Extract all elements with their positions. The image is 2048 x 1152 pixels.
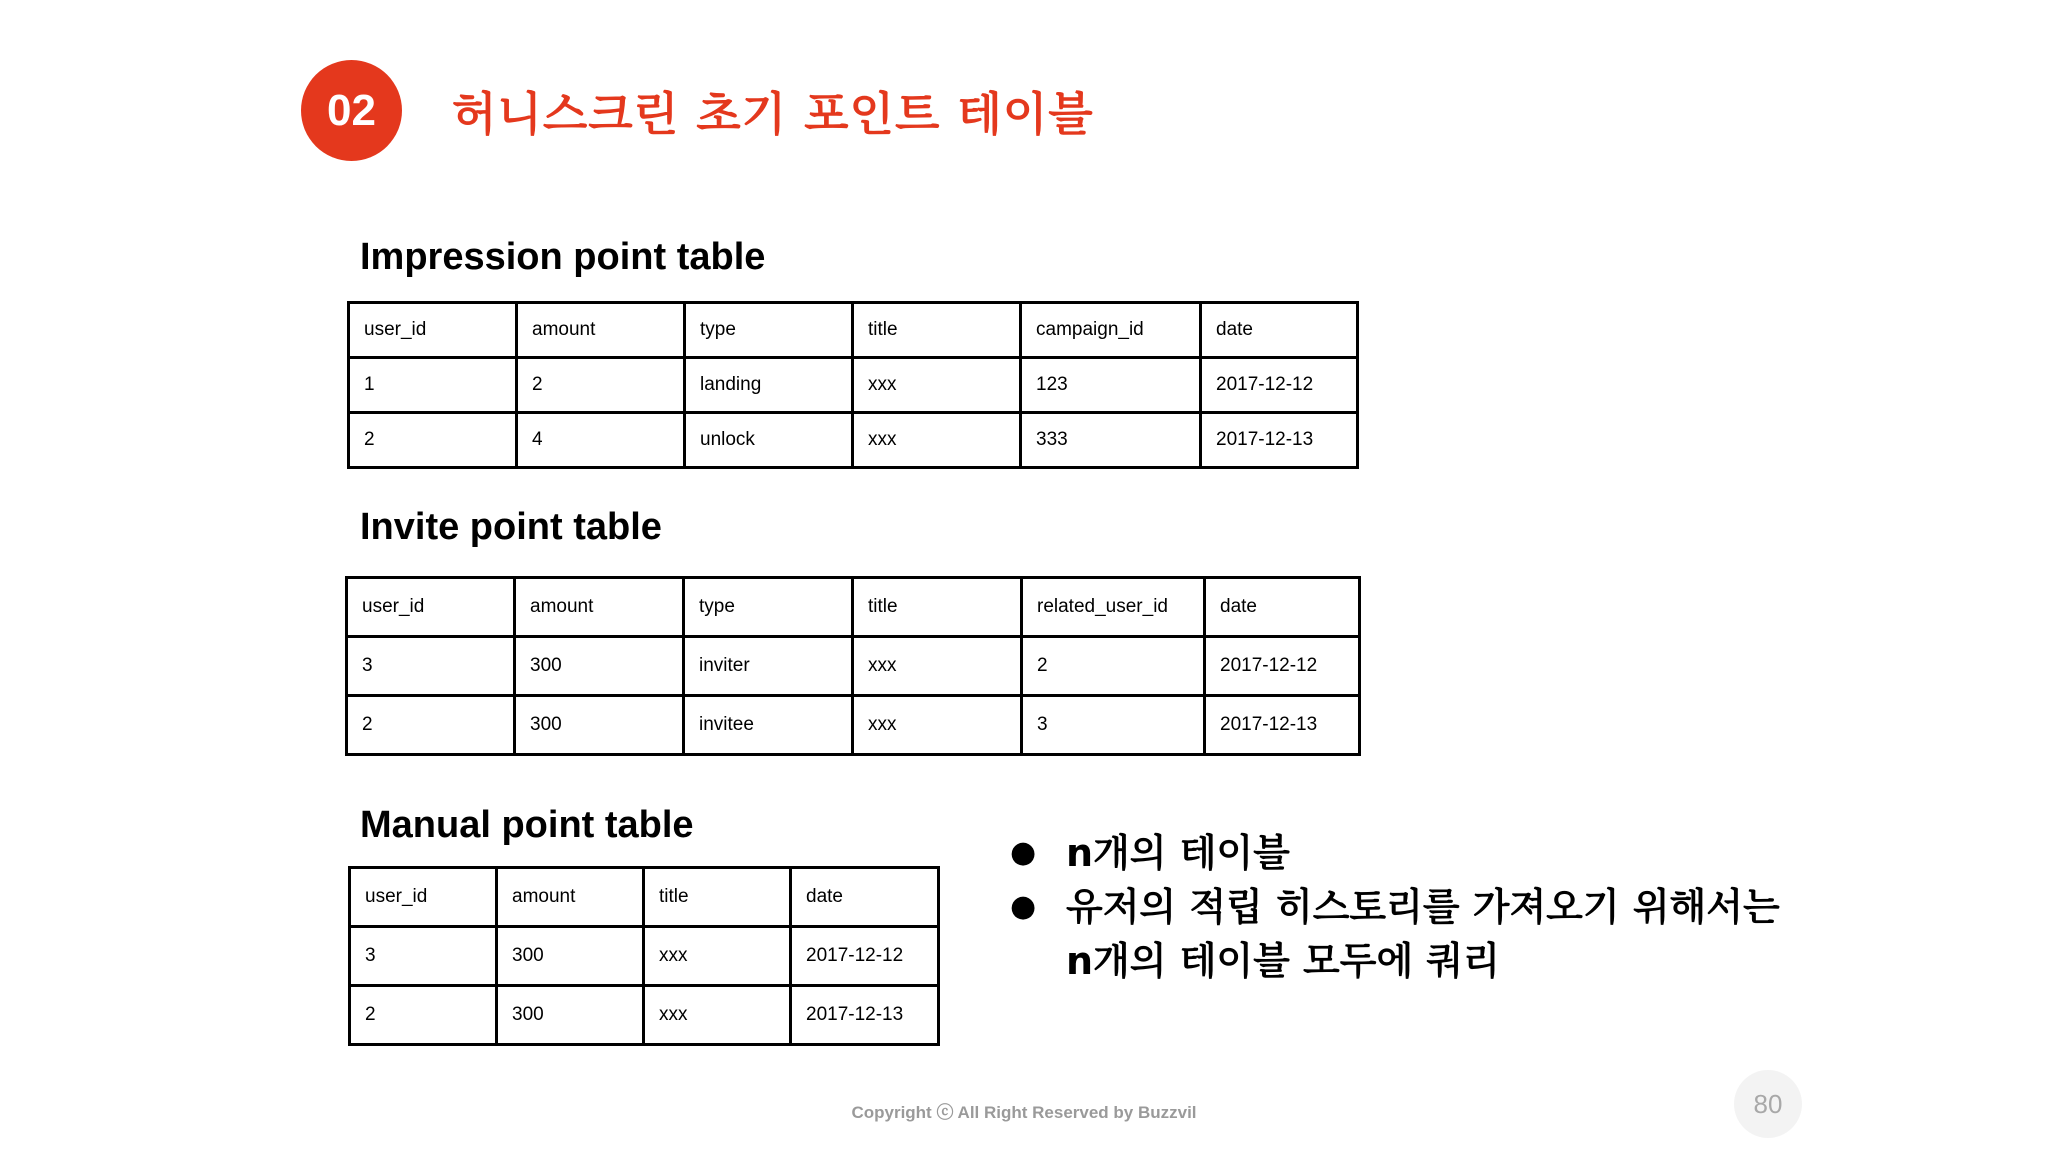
header-cell: amount [515, 578, 684, 637]
table-cell: xxx [853, 413, 1021, 468]
table-header-row [347, 578, 1360, 637]
table-row [347, 637, 1360, 696]
table-cell: unlock [685, 413, 853, 468]
table-cell: 2 [1022, 637, 1205, 696]
table-cell: 2 [350, 986, 497, 1045]
bullet-text: n개의 테이블 [1066, 831, 1290, 875]
bullet-dot-icon: ● [1010, 835, 1037, 870]
table-row [350, 927, 939, 986]
page-number: 80 [1734, 1070, 1802, 1138]
table-header-row [349, 303, 1358, 358]
table-cell: inviter [684, 637, 853, 696]
table-cell: 2017-12-12 [1201, 358, 1358, 413]
table-cell: 300 [515, 696, 684, 755]
table-cell: 3 [350, 927, 497, 986]
header-cell: user_id [349, 303, 517, 358]
table-cell: 3 [347, 637, 515, 696]
table-cell: 4 [517, 413, 685, 468]
header-cell: type [684, 578, 853, 637]
header-cell: title [644, 868, 791, 927]
table-cell: 300 [497, 986, 644, 1045]
table-cell: 3 [1022, 696, 1205, 755]
table-row [349, 358, 1358, 413]
impression-table-title: Impression point table [360, 236, 766, 278]
table-cell: landing [685, 358, 853, 413]
table-cell: 333 [1021, 413, 1201, 468]
table-row [347, 696, 1360, 755]
table-cell: xxx [853, 637, 1022, 696]
table-cell: 300 [515, 637, 684, 696]
bullet-item [1010, 826, 1810, 880]
impression-point-table [347, 301, 1359, 469]
header-cell: title [853, 303, 1021, 358]
table-header-row [350, 868, 939, 927]
manual-table-title: Manual point table [360, 804, 694, 846]
table-cell: xxx [644, 927, 791, 986]
table-cell: invitee [684, 696, 853, 755]
table-cell: 1 [349, 358, 517, 413]
table-cell: 2017-12-13 [1201, 413, 1358, 468]
manual-point-table [348, 866, 940, 1046]
table-cell: 2 [349, 413, 517, 468]
table-cell: 2017-12-13 [791, 986, 939, 1045]
slide-title: 허니스크린 초기 포인트 테이블 [452, 86, 1094, 141]
table-cell: 2 [347, 696, 515, 755]
invite-point-table [345, 576, 1361, 756]
bullet-text: 유저의 적립 히스토리를 가져오기 위해서는 n개의 테이블 모두에 쿼리 [1066, 885, 1780, 983]
header-cell: date [1205, 578, 1360, 637]
table-cell: xxx [853, 696, 1022, 755]
header-cell: related_user_id [1022, 578, 1205, 637]
table-cell: 123 [1021, 358, 1201, 413]
bullet-list [1010, 826, 1810, 988]
table-cell: xxx [644, 986, 791, 1045]
table-row [350, 986, 939, 1045]
header-cell: amount [497, 868, 644, 927]
bullet-item [1010, 880, 1810, 988]
bullet-dot-icon: ● [1010, 889, 1037, 924]
invite-table-title: Invite point table [360, 506, 662, 548]
header-cell: campaign_id [1021, 303, 1201, 358]
table-cell: 2017-12-13 [1205, 696, 1360, 755]
header-cell: user_id [347, 578, 515, 637]
table-cell: 300 [497, 927, 644, 986]
table-cell: 2017-12-12 [791, 927, 939, 986]
header-cell: date [1201, 303, 1358, 358]
table-cell: xxx [853, 358, 1021, 413]
header-cell: title [853, 578, 1022, 637]
section-number-badge: 02 [301, 60, 402, 161]
header-cell: amount [517, 303, 685, 358]
table-cell: 2017-12-12 [1205, 637, 1360, 696]
header-cell: date [791, 868, 939, 927]
table-cell: 2 [517, 358, 685, 413]
copyright-footer: Copyright ⓒ All Right Reserved by Buzzvil [851, 1103, 1197, 1122]
table-row [349, 413, 1358, 468]
header-cell: type [685, 303, 853, 358]
header-cell: user_id [350, 868, 497, 927]
slide-header [301, 59, 1094, 162]
